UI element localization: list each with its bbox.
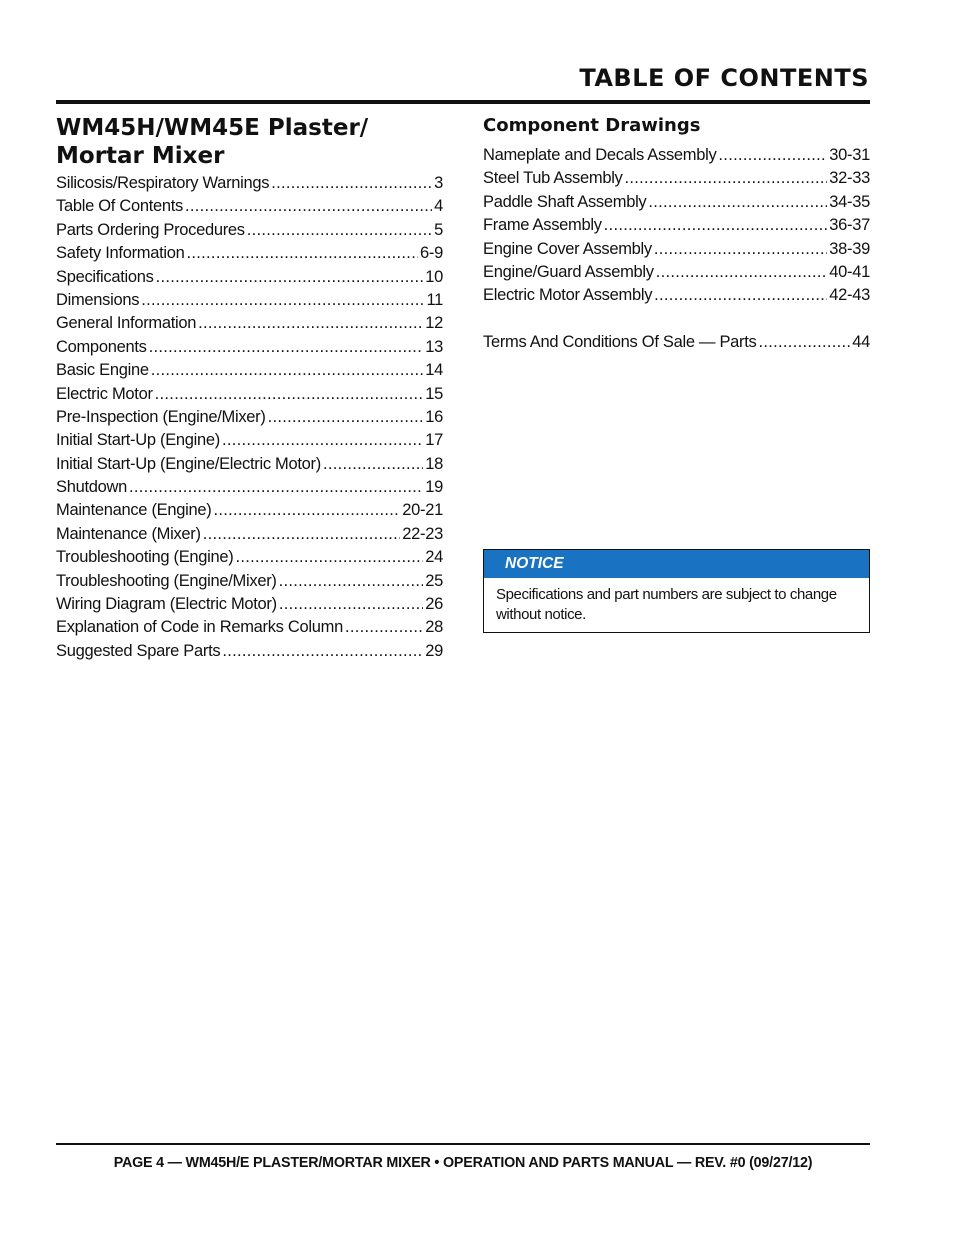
toc-entry[interactable] <box>56 595 443 618</box>
dot-leader <box>648 193 827 212</box>
dot-leader <box>187 244 419 263</box>
toc-entry-page: 25 <box>425 571 443 590</box>
dot-leader <box>156 268 424 287</box>
toc-entry-page: 19 <box>425 478 443 497</box>
toc-entry-page: 18 <box>425 454 443 473</box>
toc-entry-page: 32-33 <box>829 169 870 188</box>
toc-entry-page: 34-35 <box>829 192 870 211</box>
toc-entry-label: General Information <box>56 314 197 333</box>
toc-entry-page: 11 <box>426 290 443 309</box>
toc-entry[interactable] <box>56 618 443 641</box>
manual-title-line-1: WM45H/WM45E Plaster/ <box>56 115 369 141</box>
dot-leader <box>271 174 432 193</box>
toc-entry[interactable] <box>56 314 443 337</box>
dot-leader <box>323 455 423 474</box>
toc-entry-label: Table Of Contents <box>56 197 183 216</box>
toc-entry-page: 5 <box>434 220 443 239</box>
toc-entry-page: 20-21 <box>402 501 443 520</box>
toc-entry-label: Troubleshooting (Engine/Mixer) <box>56 571 277 590</box>
toc-entry-label: Silicosis/Respiratory Warnings <box>56 174 270 192</box>
dot-leader <box>654 240 827 259</box>
toc-entry[interactable] <box>56 548 443 571</box>
dot-leader <box>198 314 423 333</box>
toc-list-left <box>56 174 443 665</box>
dot-leader <box>235 548 423 567</box>
toc-entry-page: 12 <box>425 314 443 333</box>
toc-entry-label: Pre-Inspection (Engine/Mixer) <box>56 407 266 426</box>
dot-leader <box>345 618 423 637</box>
toc-entry[interactable] <box>56 174 443 197</box>
dot-leader <box>656 263 828 282</box>
toc-entry-label: Troubleshooting (Engine) <box>56 548 234 567</box>
toc-entry-label: Specifications <box>56 267 154 286</box>
dot-leader <box>185 197 432 216</box>
dot-leader <box>279 572 424 591</box>
toc-entry-label: Wiring Diagram (Electric Motor) <box>56 595 277 614</box>
toc-list-right <box>483 146 870 310</box>
dot-leader <box>268 408 424 427</box>
dot-leader <box>718 146 827 165</box>
toc-entry-label: Safety Information <box>56 244 185 263</box>
toc-entry[interactable] <box>56 197 443 220</box>
toc-entry-page: 44 <box>852 333 870 352</box>
toc-entry[interactable] <box>56 268 443 291</box>
toc-entry-label: Maintenance (Engine) <box>56 501 212 520</box>
toc-entry-label: Electric Motor <box>56 384 153 403</box>
toc-entry[interactable] <box>483 216 870 239</box>
toc-entry[interactable] <box>56 431 443 454</box>
toc-entry-page: 36-37 <box>829 216 870 235</box>
toc-entry[interactable] <box>56 338 443 361</box>
toc-entry-label: Frame Assembly <box>483 216 602 235</box>
toc-entry-label: Initial Start-Up (Engine) <box>56 431 220 450</box>
toc-entry-page: 26 <box>425 595 443 614</box>
toc-entry-label: Suggested Spare Parts <box>56 641 221 660</box>
notice-body: Specifications and part numbers are subject to change without notice. <box>496 586 837 623</box>
toc-entry-page: 30-31 <box>829 146 870 164</box>
manual-title-line-2: Mortar Mixer <box>56 143 225 169</box>
dot-leader <box>222 642 423 661</box>
toc-entry-page: 42-43 <box>829 286 870 305</box>
toc-entry[interactable] <box>56 478 443 501</box>
dot-leader <box>222 431 423 450</box>
toc-entry-label: Steel Tub Assembly <box>483 169 623 188</box>
toc-entry[interactable] <box>56 385 443 408</box>
toc-entry-page: 40-41 <box>829 262 870 281</box>
toc-entry-label: Nameplate and Decals Assembly <box>483 146 717 164</box>
dot-leader <box>625 169 828 188</box>
page-footer: PAGE 4 — WM45H/E PLASTER/MORTAR MIXER • OPERATION AND PARTS MANUAL — REV. #0 (09/27/12) <box>113 1155 813 1171</box>
toc-entry[interactable] <box>483 146 870 169</box>
toc-entry-label: Engine/Guard Assembly <box>483 262 654 281</box>
toc-entry-label: Components <box>56 337 147 356</box>
toc-entry-label: Initial Start-Up (Engine/Electric Motor) <box>56 454 321 473</box>
toc-entry-label: Explanation of Code in Remarks Column <box>56 618 343 637</box>
dot-leader <box>141 291 424 310</box>
toc-entry-label: Terms And Conditions Of Sale — Parts <box>483 333 757 352</box>
toc-entry-label: Shutdown <box>56 478 127 497</box>
component-drawings-heading: Component Drawings <box>483 115 701 136</box>
toc-entry-page: 16 <box>425 407 443 426</box>
list-spacer <box>483 310 870 333</box>
toc-entry[interactable] <box>483 240 870 263</box>
toc-entry-page: 17 <box>425 431 443 450</box>
toc-right-column <box>483 114 870 357</box>
dot-leader <box>604 216 828 235</box>
toc-entry[interactable] <box>56 244 443 267</box>
toc-entry[interactable] <box>483 263 870 286</box>
toc-entry-page: 6-9 <box>420 244 443 263</box>
notice-box <box>483 549 870 633</box>
toc-entry-page: 38-39 <box>829 239 870 258</box>
toc-entry-page: 14 <box>425 361 443 380</box>
page-header-title: TABLE OF CONTENTS <box>579 64 869 92</box>
toc-entry[interactable] <box>56 572 443 595</box>
toc-entry[interactable] <box>56 501 443 524</box>
toc-entry[interactable] <box>483 193 870 216</box>
dot-leader <box>654 286 827 305</box>
toc-entry[interactable] <box>483 169 870 192</box>
toc-entry-page: 29 <box>425 641 443 660</box>
toc-entry[interactable] <box>56 291 443 314</box>
toc-entry-label: Basic Engine <box>56 361 149 380</box>
toc-entry-label: Engine Cover Assembly <box>483 239 652 258</box>
toc-entry[interactable] <box>56 221 443 244</box>
dot-leader <box>129 478 423 497</box>
footer-rule <box>56 1143 870 1145</box>
toc-entry[interactable] <box>56 525 443 548</box>
dot-leader <box>151 361 424 380</box>
toc-left-column <box>56 114 443 665</box>
dot-leader <box>279 595 423 614</box>
toc-entry-label: Parts Ordering Procedures <box>56 220 245 239</box>
toc-entry-label: Dimensions <box>56 290 140 309</box>
toc-entry-page: 22-23 <box>402 524 443 543</box>
toc-entry[interactable] <box>483 286 870 309</box>
header-rule <box>56 100 870 104</box>
toc-entry-page: 28 <box>425 618 443 637</box>
toc-entry-label: Electric Motor Assembly <box>483 286 653 305</box>
dot-leader <box>149 338 424 357</box>
dot-leader <box>155 385 424 404</box>
toc-entry-page: 4 <box>434 197 443 216</box>
manual-title <box>56 114 443 170</box>
notice-heading: NOTICE <box>484 550 869 578</box>
dot-leader <box>759 333 851 352</box>
toc-entry-label: Maintenance (Mixer) <box>56 524 201 543</box>
toc-entry-terms[interactable] <box>483 333 870 356</box>
toc-entry[interactable] <box>56 361 443 384</box>
dot-leader <box>203 525 401 544</box>
toc-entry-page: 24 <box>425 548 443 567</box>
toc-entry-page: 3 <box>434 174 443 192</box>
dot-leader <box>247 221 432 240</box>
toc-entry[interactable] <box>56 455 443 478</box>
toc-entry-page: 15 <box>425 384 443 403</box>
toc-entry-label: Paddle Shaft Assembly <box>483 192 647 211</box>
toc-entry[interactable] <box>56 408 443 431</box>
toc-entry-page: 13 <box>425 337 443 356</box>
toc-entry-page: 10 <box>425 267 443 286</box>
toc-entry[interactable] <box>56 642 443 665</box>
dot-leader <box>213 501 400 520</box>
